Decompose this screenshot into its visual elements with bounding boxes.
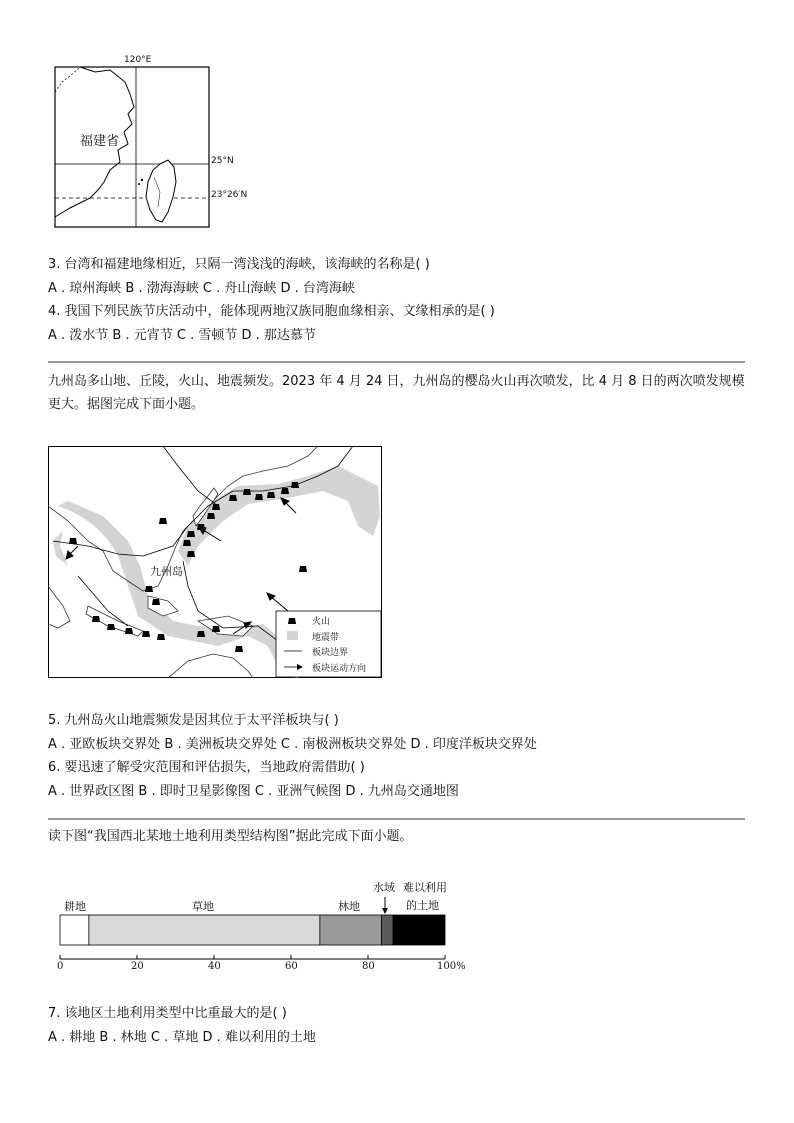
label-forest: 林地 — [338, 900, 360, 913]
bar-segment-4 — [393, 915, 445, 945]
label-barren-2: 的土地 — [406, 899, 439, 912]
legend-plate-boundary: 板块边界 — [312, 648, 349, 658]
divider — [48, 818, 745, 820]
province-label: 福建省 — [80, 134, 120, 149]
question-3-options: A . 琼州海峡 B . 渤海海峡 C . 舟山海峡 D . 台湾海峡 — [48, 281, 355, 296]
x-tick-label: 40 — [208, 961, 221, 972]
fujian-taiwan-map — [40, 52, 260, 234]
x-tick-label: 0 — [57, 961, 64, 972]
bar-segment-1 — [89, 915, 320, 945]
label-barren-1: 难以利用 — [403, 881, 447, 894]
pacific-map-graphic — [48, 446, 382, 678]
x-tick-label: 20 — [131, 961, 144, 972]
label-grass: 草地 — [192, 900, 214, 913]
question-6-options: A . 世界政区图 B . 即时卫星影像图 C . 亚洲气候图 D . 九州岛交通地图 — [48, 784, 459, 799]
bar-segment-2 — [320, 915, 382, 945]
divider — [48, 361, 745, 363]
kyushu-label: 九州岛 — [150, 565, 183, 578]
x-tick-label: 100% — [437, 961, 466, 972]
question-5-options: A . 亚欧板块交界处 B . 美洲板块交界处 C . 南极洲板块交界处 D . 印度洋板块交界处 — [48, 737, 537, 752]
longitude-label: 120°E — [124, 55, 152, 65]
bar-segment-3 — [381, 915, 393, 945]
pacific-plate-map — [48, 446, 382, 678]
fujian-map-graphic — [40, 52, 260, 234]
legend-plate-motion: 板块运动方向 — [312, 664, 367, 674]
x-tick-label: 60 — [285, 961, 298, 972]
landuse-chart — [40, 873, 480, 978]
question-3: 3. 台湾和福建地缘相近，只隔一湾浅浅的海峡，该海峡的名称是( ) — [48, 257, 430, 272]
latitude-tropic-label: 23°26′N — [211, 190, 248, 200]
question-6: 6. 要迅速了解受灾范围和评估损失，当地政府需借助( ) — [48, 760, 365, 775]
legend-quake-belt: 地震带 — [312, 633, 340, 643]
question-4-options: A . 泼水节 B . 元宵节 C . 雪顿节 D . 那达慕节 — [48, 328, 316, 343]
label-farmland: 耕地 — [64, 900, 86, 913]
question-4: 4. 我国下列民族节庆活动中，能体现两地汉族同胞血缘相亲、文缘相承的是( ) — [48, 304, 495, 319]
question-5: 5. 九州岛火山地震频发是因其位于太平洋板块与( ) — [48, 713, 339, 728]
bar-segment-0 — [60, 915, 89, 945]
label-water: 水域 — [373, 881, 395, 894]
question-7: 7. 该地区土地利用类型中比重最大的是( ) — [48, 1006, 287, 1021]
latitude-25-label: 25°N — [211, 156, 234, 166]
question-7-options: A . 耕地 B . 林地 C . 草地 D . 难以利用的土地 — [48, 1030, 316, 1045]
kyushu-intro: 九州岛多山地、丘陵，火山、地震频发。2023 年 4 月 24 日，九州岛的樱岛火山再次喷发，比 4 月 8 日的两次喷发规模更大。据图完成下面小题。 — [48, 374, 745, 412]
landuse-intro: 读下图“我国西北某地土地利用类型结构图”据此完成下面小题。 — [48, 829, 413, 844]
legend-volcano: 火山 — [312, 617, 331, 627]
x-tick-label: 80 — [362, 961, 375, 972]
